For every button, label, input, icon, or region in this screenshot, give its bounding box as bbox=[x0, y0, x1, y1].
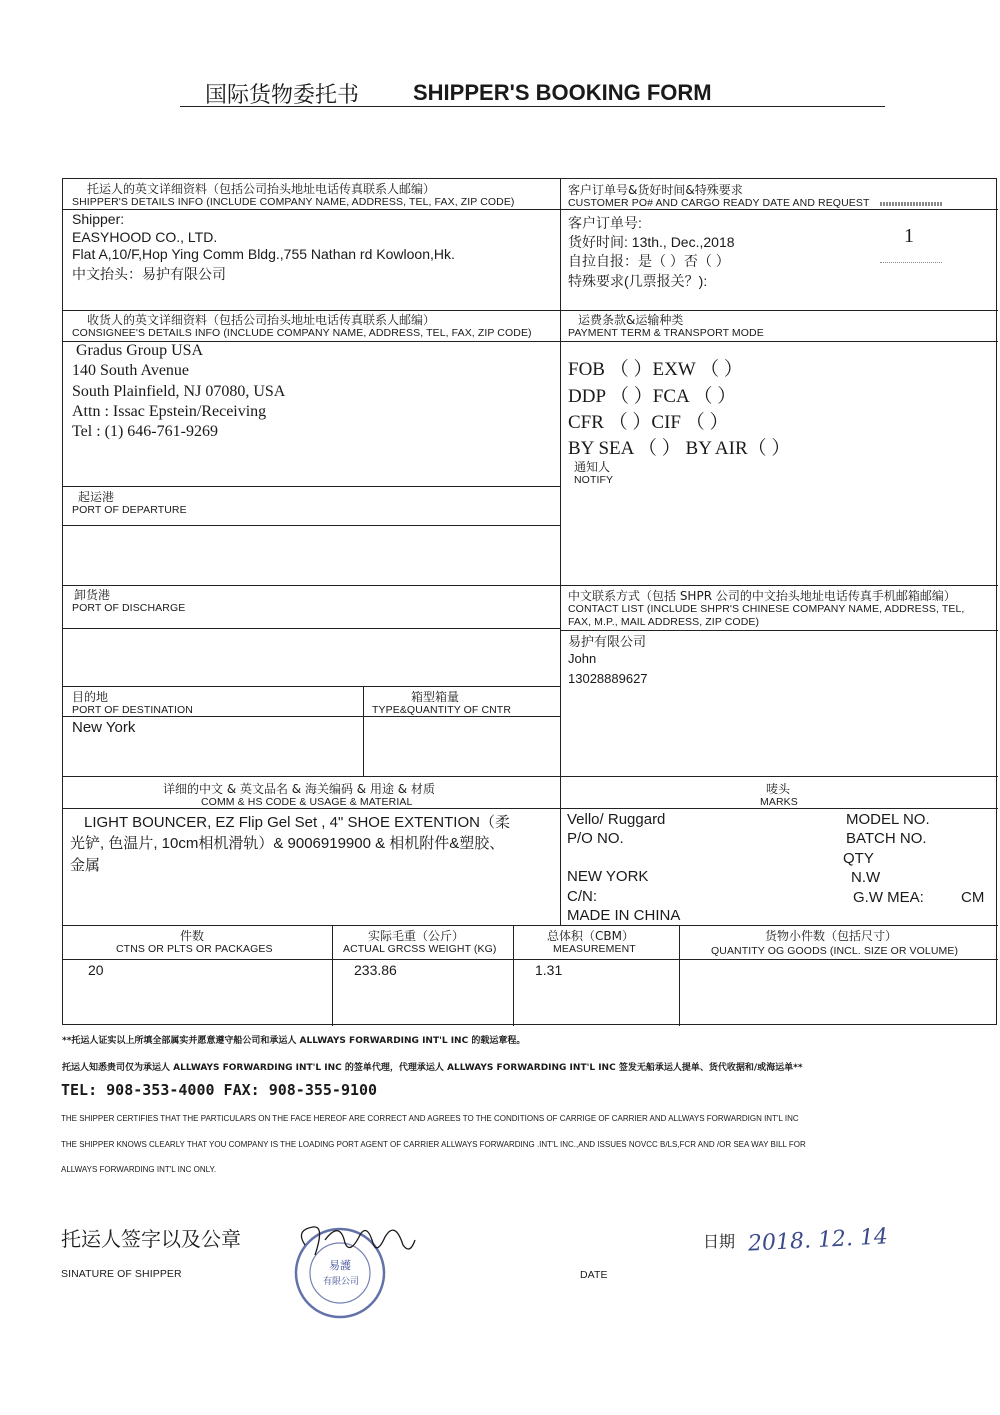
rule bbox=[63, 776, 998, 777]
rule bbox=[63, 341, 998, 342]
destination-value: New York bbox=[72, 719, 136, 736]
weight-value: 233.86 bbox=[354, 962, 397, 978]
destination-label-cn: 目的地 bbox=[72, 690, 109, 704]
contact-tel-fax: TEL: 908-353-4000 FAX: 908-355-9100 bbox=[61, 1081, 378, 1099]
marks-left: C/N: bbox=[567, 888, 597, 905]
note-en-1: THE SHIPPER CERTIFIES THAT THE PARTICULARS ON THE FACE HEREOF ARE CORRECT AND AGREES TO THE CONDITIONS OF CARRIGE OF CARRIER AND ALLWAYS FORWARDIGN INT'L INC bbox=[61, 1114, 799, 1123]
signature-label-cn: 托运人签字以及公章 bbox=[61, 1227, 241, 1251]
shipper-line: 中文抬头：易护有限公司 bbox=[72, 266, 226, 282]
note-en-3: ALLWAYS FORWARDING INT'L INC ONLY. bbox=[61, 1165, 217, 1174]
shipper-line: Shipper: bbox=[72, 211, 125, 227]
date-handwritten: 2018. 12. 14 bbox=[747, 1224, 889, 1257]
commodity-line: LIGHT BOUNCER, EZ Flip Gel Set , 4" SHOE EXTENTION（柔 bbox=[84, 814, 510, 831]
shipper-line: Flat A,10/F,Hop Ying Comm Bldg.,755 Nathan rd Kowloon,Hk. bbox=[72, 246, 455, 262]
rule bbox=[63, 585, 998, 586]
quantity-label-cn: 货物小件数（包括尺寸） bbox=[765, 929, 898, 943]
shipper-line: EASYHOOD CO., LTD. bbox=[72, 229, 218, 245]
discharge-label-cn: 卸货港 bbox=[74, 588, 111, 602]
rule bbox=[332, 925, 333, 1026]
commodity-line: 金属 bbox=[70, 857, 101, 874]
notify-label-en: NOTIFY bbox=[574, 474, 614, 486]
marks-label-cn: 唛头 bbox=[766, 782, 791, 796]
packages-label-cn: 件数 bbox=[180, 929, 205, 943]
contact-line: 易护有限公司 bbox=[568, 635, 647, 650]
consignee-label-cn: 收货人的英文详细资料（包括公司抬头地址电话传真联系人邮编） bbox=[87, 313, 436, 327]
svg-text:易護: 易護 bbox=[329, 1259, 351, 1272]
rule bbox=[63, 959, 998, 960]
po-dotted-line bbox=[880, 262, 942, 263]
commodity-line: 光铲, 色温片, 10cm相机滑轨）& 9006919900 & 相机附件&塑胶、 bbox=[70, 835, 505, 852]
marks-right: N.W bbox=[851, 869, 881, 886]
contact-line: John bbox=[568, 651, 597, 666]
consignee-line: Attn : Issac Epstein/Receiving bbox=[72, 403, 267, 420]
po-count: 1 bbox=[904, 225, 914, 247]
rule bbox=[63, 525, 560, 526]
packages-value: 20 bbox=[88, 962, 104, 978]
rule bbox=[63, 628, 560, 629]
marks-left: MADE IN CHINA bbox=[567, 907, 681, 924]
measurement-label-en: MEASUREMENT bbox=[553, 943, 636, 955]
note-en-2: THE SHIPPER KNOWS CLEARLY THAT YOU COMPANY IS THE LOADING PORT AGENT OF CARRIER ALLWAYS FORWARDING .INT'L INC.,AND ISSUES NOVCC B/LS,FCR AND /OR SEA WAY BILL FOR bbox=[61, 1140, 806, 1149]
marks-right: BATCH NO. bbox=[846, 830, 927, 847]
rule bbox=[63, 925, 998, 926]
commodity-label-cn: 详细的中文 & 英文品名 & 海关编码 & 用途 & 材质 bbox=[163, 782, 435, 796]
commodity-label-en: COMM & HS CODE & USAGE & MATERIAL bbox=[201, 796, 413, 808]
packages-label-en: CTNS OR PLTS OR PACKAGES bbox=[116, 943, 273, 955]
marks-left: Vello/ Ruggard bbox=[567, 811, 666, 828]
po-label-en: CUSTOMER PO# AND CARGO READY DATE AND REQUEST bbox=[568, 197, 870, 209]
marks-right: QTY bbox=[843, 850, 874, 867]
payment-label-en: PAYMENT TERM & TRANSPORT MODE bbox=[568, 327, 764, 339]
marks-right: CM bbox=[961, 889, 985, 906]
title-underline bbox=[180, 106, 885, 107]
date-label-en: DATE bbox=[580, 1269, 608, 1281]
cntr-label-cn: 箱型箱量 bbox=[411, 690, 460, 704]
po-order-no: 客户订单号: bbox=[568, 215, 642, 231]
rule bbox=[513, 925, 514, 1026]
rule bbox=[63, 486, 560, 487]
rule bbox=[63, 686, 560, 687]
contact-label-en: CONTACT LIST (INCLUDE SHPR'S CHINESE COMPANY NAME, ADDRESS, TEL, bbox=[568, 603, 965, 615]
company-stamp-icon bbox=[285, 1215, 420, 1325]
payment-row: BY SEA （ ） BY AIR（ ） bbox=[568, 438, 791, 459]
svg-text:有限公司: 有限公司 bbox=[323, 1277, 360, 1287]
note-cn-1: **托运人证实以上所填全部属实并愿意遵守船公司和承运人 ALLWAYS FORWARDING INT'L INC 的载运章程。 bbox=[62, 1036, 526, 1046]
contact-line: 13028889627 bbox=[568, 671, 648, 686]
contact-label-cn: 中文联系方式（包括 SHPR 公司的中文抬头地址电话传真手机邮箱邮编） bbox=[568, 589, 956, 603]
po-ready-date: 货好时间: 13th., Dec.,2018 bbox=[568, 234, 735, 250]
measurement-value: 1.31 bbox=[535, 962, 563, 978]
notify-label-cn: 通知人 bbox=[574, 460, 611, 474]
consignee-line: 140 South Avenue bbox=[72, 362, 190, 379]
po-label-cn: 客户订单号&货好时间&特殊要求 bbox=[568, 183, 743, 197]
rule bbox=[679, 925, 680, 1026]
cntr-label-en: TYPE&QUANTITY OF CNTR bbox=[372, 704, 511, 716]
rule bbox=[560, 179, 561, 925]
discharge-label-en: PORT OF DISCHARGE bbox=[72, 602, 186, 614]
rule bbox=[363, 686, 364, 776]
rule bbox=[63, 808, 998, 809]
departure-label-en: PORT OF DEPARTURE bbox=[72, 504, 187, 516]
quantity-label-en: QUANTITY OG GOODS (INCL. SIZE OR VOLUME) bbox=[711, 945, 959, 957]
shipper-label-en: SHIPPER'S DETAILS INFO (INCLUDE COMPANY NAME, ADDRESS, TEL, FAX, ZIP CODE) bbox=[72, 196, 515, 208]
shipper-label-cn: 托运人的英文详细资料（包括公司抬头地址电话传真联系人邮编） bbox=[87, 182, 436, 196]
consignee-label-en: CONSIGNEE'S DETAILS INFO (INCLUDE COMPANY NAME, ADDRESS, TEL, FAX, ZIP CODE) bbox=[72, 327, 532, 339]
measurement-label-cn: 总体积（CBM） bbox=[547, 929, 634, 943]
payment-row: DDP （ ）FCA （ ） bbox=[568, 386, 737, 407]
consignee-line: South Plainfield, NJ 07080, USA bbox=[72, 383, 286, 400]
weight-label-cn: 实际毛重（公斤） bbox=[368, 929, 465, 943]
payment-label-cn: 运费条款&运输种类 bbox=[578, 313, 684, 327]
departure-label-cn: 起运港 bbox=[78, 490, 115, 504]
form-title-cn: 国际货物委托书 bbox=[205, 83, 360, 108]
note-cn-2: 托运人知悉贵司仅为承运人 ALLWAYS FORWARDING INT'L INC 的签单代理，代理承运人 ALLWAYS FORWARDING INT'L INC 签发无船承运人提单、货代收据和/或海运单** bbox=[62, 1063, 803, 1073]
weight-label-en: ACTUAL GRCSS WEIGHT (KG) bbox=[343, 943, 497, 955]
form-title-en: SHIPPER'S BOOKING FORM bbox=[413, 80, 712, 105]
consignee-line: Gradus Group USA bbox=[76, 342, 204, 359]
po-special: 特殊要求(几票报关？): bbox=[568, 273, 708, 289]
marks-left: NEW YORK bbox=[567, 868, 649, 885]
marks-left: P/O NO. bbox=[567, 830, 624, 847]
marks-right: G.W MEA: bbox=[853, 889, 924, 906]
payment-row: CFR （ ）CIF （ ） bbox=[568, 412, 729, 433]
destination-label-en: PORT OF DESTINATION bbox=[72, 704, 193, 716]
marks-right: MODEL NO. bbox=[846, 811, 930, 828]
date-label-cn: 日期 bbox=[703, 1232, 736, 1251]
po-self-declare: 自拉自报：是（ ）否（ ） bbox=[568, 253, 730, 269]
consignee-line: Tel : (1) 646-761-9269 bbox=[72, 423, 218, 440]
rule bbox=[63, 209, 998, 210]
payment-row: FOB （ ）EXW （ ） bbox=[568, 359, 743, 380]
rule bbox=[63, 716, 560, 717]
marks-label-en: MARKS bbox=[760, 796, 798, 808]
po-scribble bbox=[880, 202, 942, 206]
contact-label-en: FAX, M.P., MAIL ADDRESS, ZIP CODE) bbox=[568, 616, 760, 628]
signature-label-en: SINATURE OF SHIPPER bbox=[61, 1268, 182, 1280]
